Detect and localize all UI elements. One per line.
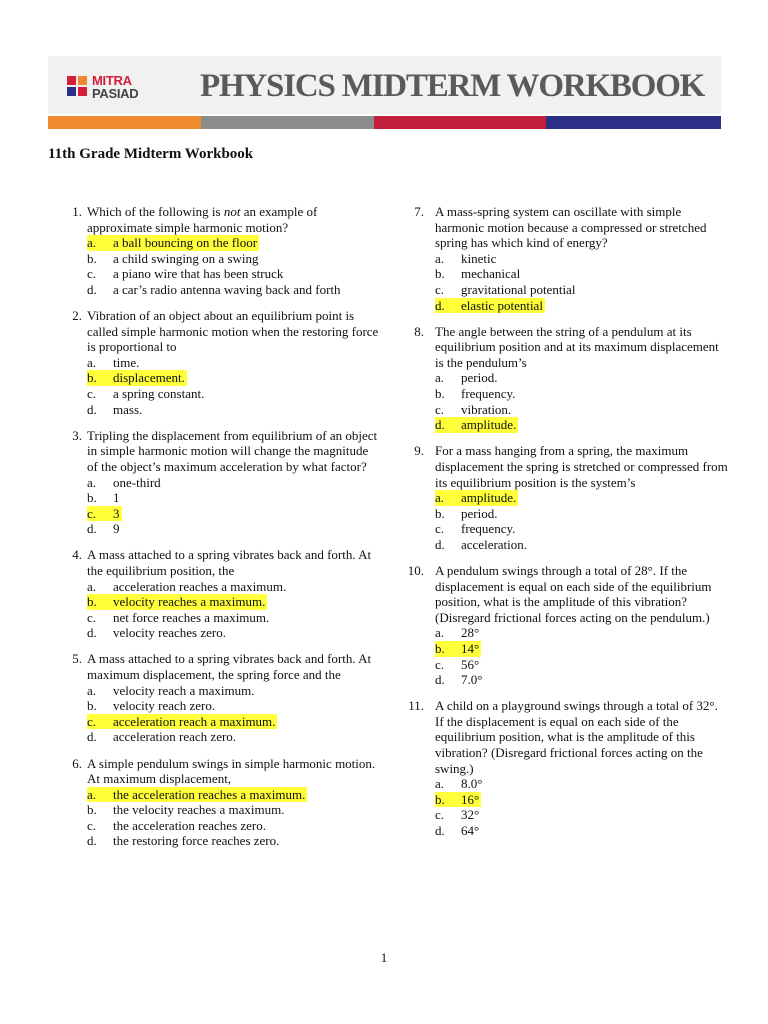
question-number: 6. — [72, 755, 82, 771]
option-letter: d. — [435, 417, 445, 433]
option-text: 8.0° — [461, 776, 483, 792]
answer-option — [435, 251, 728, 267]
answer-option — [435, 537, 728, 553]
option-text: the velocity reaches a maximum. — [113, 802, 285, 818]
question-text-emphasis: not — [223, 204, 241, 219]
option-letter: c. — [435, 807, 445, 823]
option-text: a ball bouncing on the floor — [113, 235, 258, 251]
option-text: a child swinging on a swing — [113, 250, 259, 266]
option-letter: b. — [435, 505, 445, 521]
option-letter: d. — [87, 833, 97, 849]
option-text: acceleration reach zero. — [113, 729, 237, 745]
option-letter: a. — [87, 786, 97, 802]
answer-option — [87, 729, 380, 745]
option-text: gravitational potential — [461, 281, 576, 297]
answer-option — [435, 402, 728, 418]
answer-option-highlighted — [435, 417, 518, 433]
question-item — [60, 204, 380, 298]
option-letter: c. — [87, 817, 97, 833]
option-text: 64° — [461, 822, 480, 838]
question-text: For a mass hanging from a spring, the maximum displacement the spring is stretched or compressed from its equilibrium position is the system’s — [435, 443, 728, 490]
option-letter: c. — [435, 521, 445, 537]
option-letter: b. — [87, 370, 97, 386]
question-text: The angle between the string of a pendulum at its equilibrium position and at its maximum displacement is the pendulum’s — [435, 323, 719, 370]
document-title: PHYSICS MIDTERM WORKBOOK — [200, 68, 705, 104]
option-text: period. — [461, 370, 498, 386]
option-text: displacement. — [113, 370, 185, 386]
option-text: acceleration reach a maximum. — [113, 713, 276, 729]
option-text: elastic potential — [461, 297, 543, 313]
answer-option — [87, 683, 380, 699]
answer-option — [435, 657, 728, 673]
answer-option — [87, 475, 380, 491]
question-item — [408, 698, 728, 838]
answer-option — [87, 266, 380, 282]
option-text: mass. — [113, 401, 143, 417]
question-item — [408, 204, 728, 313]
option-letter: d. — [435, 297, 445, 313]
answer-option-highlighted — [435, 792, 481, 808]
option-text: amplitude. — [461, 490, 517, 506]
option-text: velocity reaches zero. — [113, 625, 226, 641]
answer-option — [435, 506, 728, 522]
question-text: Vibration of an object about an equilibrium point is called simple harmonic motion when the restoring force is proportional to — [87, 308, 379, 355]
option-letter: d. — [435, 672, 445, 688]
logo-mark-icon — [67, 76, 87, 96]
option-text: the acceleration reaches zero. — [113, 817, 267, 833]
answer-option — [435, 823, 728, 839]
option-text: mechanical — [461, 266, 521, 282]
question-item — [60, 756, 380, 850]
option-text: 56° — [461, 656, 480, 672]
option-text: acceleration. — [461, 536, 528, 552]
option-letter: c. — [87, 505, 97, 521]
option-letter: a. — [87, 578, 97, 594]
answer-option — [87, 818, 380, 834]
option-letter: d. — [435, 822, 445, 838]
option-text: frequency. — [461, 386, 516, 402]
option-letter: a. — [435, 250, 445, 266]
question-text: A pendulum swings through a total of 28°. If the displacement is equal on each side of the equilibrium position, what is the amplitude of this vibration? (Disregard frictional forces acting on the pendulum.) — [435, 562, 712, 625]
question-item — [408, 324, 728, 433]
option-letter: a. — [435, 490, 445, 506]
option-letter: c. — [87, 713, 97, 729]
option-text: velocity reach zero. — [113, 698, 216, 714]
option-letter: b. — [435, 266, 445, 282]
option-text: 7.0° — [461, 672, 483, 688]
option-letter: a. — [87, 474, 97, 490]
answer-option — [435, 282, 728, 298]
question-text: A simple pendulum swings in simple harmonic motion. At maximum displacement, — [87, 755, 376, 787]
option-text: amplitude. — [461, 417, 517, 433]
option-text: a piano wire that has been struck — [113, 266, 284, 282]
option-letter: b. — [87, 802, 97, 818]
option-letter: a. — [87, 235, 97, 251]
option-letter: a. — [435, 776, 445, 792]
option-letter: a. — [435, 370, 445, 386]
option-text: 9 — [113, 521, 120, 537]
option-letter: a. — [87, 354, 97, 370]
option-text: 14° — [461, 640, 480, 656]
option-text: 16° — [461, 791, 480, 807]
option-text: time. — [113, 354, 140, 370]
logo-line-2: PASIAD — [92, 85, 139, 101]
answer-option — [435, 266, 728, 282]
question-number: 3. — [72, 427, 82, 443]
option-letter: d. — [87, 625, 97, 641]
question-text-part: Which of the following is — [87, 204, 224, 219]
question-number: 7. — [414, 204, 424, 219]
option-text: net force reaches a maximum. — [113, 609, 270, 625]
question-text-part: an example of approximate simple harmonic motion? — [87, 204, 318, 235]
option-text: one-third — [113, 474, 161, 490]
left-question-column — [60, 204, 380, 860]
option-text: a car’s radio antenna waving back and forth — [113, 281, 341, 297]
option-text: 32° — [461, 807, 480, 823]
option-letter: b. — [87, 698, 97, 714]
question-text: A child on a playground swings through a total of 32°. If the displacement is equal on each side of the equilibrium position, what is the amplitude of this vibration? (Disregard frictional forces acting on the swing.) — [435, 698, 718, 776]
question-item — [60, 651, 380, 745]
answer-option-highlighted — [87, 370, 187, 386]
option-text: vibration. — [461, 401, 512, 417]
answer-option — [87, 521, 380, 537]
answer-option — [435, 370, 728, 386]
answer-option-highlighted — [435, 641, 481, 657]
page-number: 1 — [380, 950, 388, 965]
answer-option-highlighted — [435, 490, 518, 506]
option-text: a spring constant. — [113, 386, 205, 402]
answer-option — [87, 833, 380, 849]
option-letter: b. — [87, 490, 97, 506]
option-text: velocity reach a maximum. — [113, 682, 255, 698]
logo-line-1: MITRA — [92, 73, 132, 88]
option-letter: a. — [87, 682, 97, 698]
option-text: acceleration reaches a maximum. — [113, 578, 287, 594]
color-bars — [48, 116, 721, 129]
option-letter: a. — [435, 625, 445, 641]
option-letter: b. — [435, 791, 445, 807]
option-letter: d. — [435, 536, 445, 552]
color-bar-navy — [546, 116, 721, 129]
question-number: 8. — [414, 323, 424, 339]
question-item — [408, 443, 728, 552]
answer-option — [435, 386, 728, 402]
mitra-pasiad-logo — [67, 73, 147, 102]
option-text: period. — [461, 505, 498, 521]
answer-option — [87, 402, 380, 418]
option-text: 3 — [113, 505, 120, 521]
answer-option — [87, 610, 380, 626]
question-number: 11. — [408, 698, 424, 714]
option-letter: b. — [435, 640, 445, 656]
answer-option — [87, 698, 380, 714]
color-bar-orange — [48, 116, 201, 129]
answer-option — [435, 672, 728, 688]
answer-option — [87, 579, 380, 595]
question-number: 5. — [72, 651, 82, 667]
option-text: the restoring force reaches zero. — [113, 833, 280, 849]
option-text: the acceleration reaches a maximum. — [113, 786, 306, 802]
option-letter: b. — [435, 386, 445, 402]
answer-option-highlighted — [87, 235, 259, 251]
option-text: velocity reaches a maximum. — [113, 594, 266, 610]
option-letter: d. — [87, 521, 97, 537]
answer-option — [87, 625, 380, 641]
option-letter: d. — [87, 729, 97, 745]
question-item — [408, 563, 728, 688]
question-text: A mass-spring system can oscillate with simple harmonic motion because a compressed or stretched spring has which kind of energy? — [435, 204, 707, 251]
option-letter: d. — [87, 401, 97, 417]
answer-option-highlighted — [435, 298, 545, 314]
question-item — [60, 308, 380, 417]
answer-option — [87, 802, 380, 818]
answer-option — [87, 282, 380, 298]
question-number: 9. — [414, 443, 424, 459]
question-number: 1. — [72, 204, 82, 219]
answer-option-highlighted — [87, 714, 277, 730]
option-text: frequency. — [461, 521, 516, 537]
question-number: 2. — [72, 308, 82, 324]
question-text: A mass attached to a spring vibrates back and forth. At the equilibrium position, the — [87, 547, 372, 578]
option-letter: c. — [87, 266, 97, 282]
answer-option-highlighted — [87, 506, 122, 522]
answer-option — [87, 386, 380, 402]
workbook-subtitle: 11th Grade Midterm Workbook — [48, 146, 254, 162]
option-text: 1 — [113, 490, 120, 506]
question-text — [87, 204, 380, 235]
question-number: 10. — [407, 562, 424, 578]
right-question-column — [408, 204, 728, 849]
answer-option — [435, 776, 728, 792]
question-number: 4. — [72, 547, 82, 563]
answer-option — [435, 625, 728, 641]
question-item — [60, 547, 380, 641]
answer-option — [87, 355, 380, 371]
answer-option-highlighted — [87, 787, 307, 803]
option-letter: d. — [87, 281, 97, 297]
option-letter: c. — [87, 609, 97, 625]
answer-option — [87, 251, 380, 267]
answer-option — [87, 490, 380, 506]
answer-option — [435, 807, 728, 823]
answer-option-highlighted — [87, 594, 267, 610]
option-text: 28° — [461, 625, 480, 641]
option-letter: c. — [435, 401, 445, 417]
option-text: kinetic — [461, 250, 497, 266]
color-bar-gray — [201, 116, 374, 129]
option-letter: b. — [87, 594, 97, 610]
option-letter: c. — [435, 281, 445, 297]
option-letter: c. — [435, 656, 445, 672]
color-bar-red — [374, 116, 546, 129]
option-letter: b. — [87, 250, 97, 266]
question-item — [60, 428, 380, 537]
question-text: Tripling the displacement from equilibrium of an object in simple harmonic motion will change the magnitude of the object’s maximum acceleration by what factor? — [87, 427, 378, 474]
option-letter: c. — [87, 386, 97, 402]
answer-option — [435, 521, 728, 537]
question-text: A mass attached to a spring vibrates back and forth. At maximum displacement, the spring force and the — [87, 651, 372, 683]
